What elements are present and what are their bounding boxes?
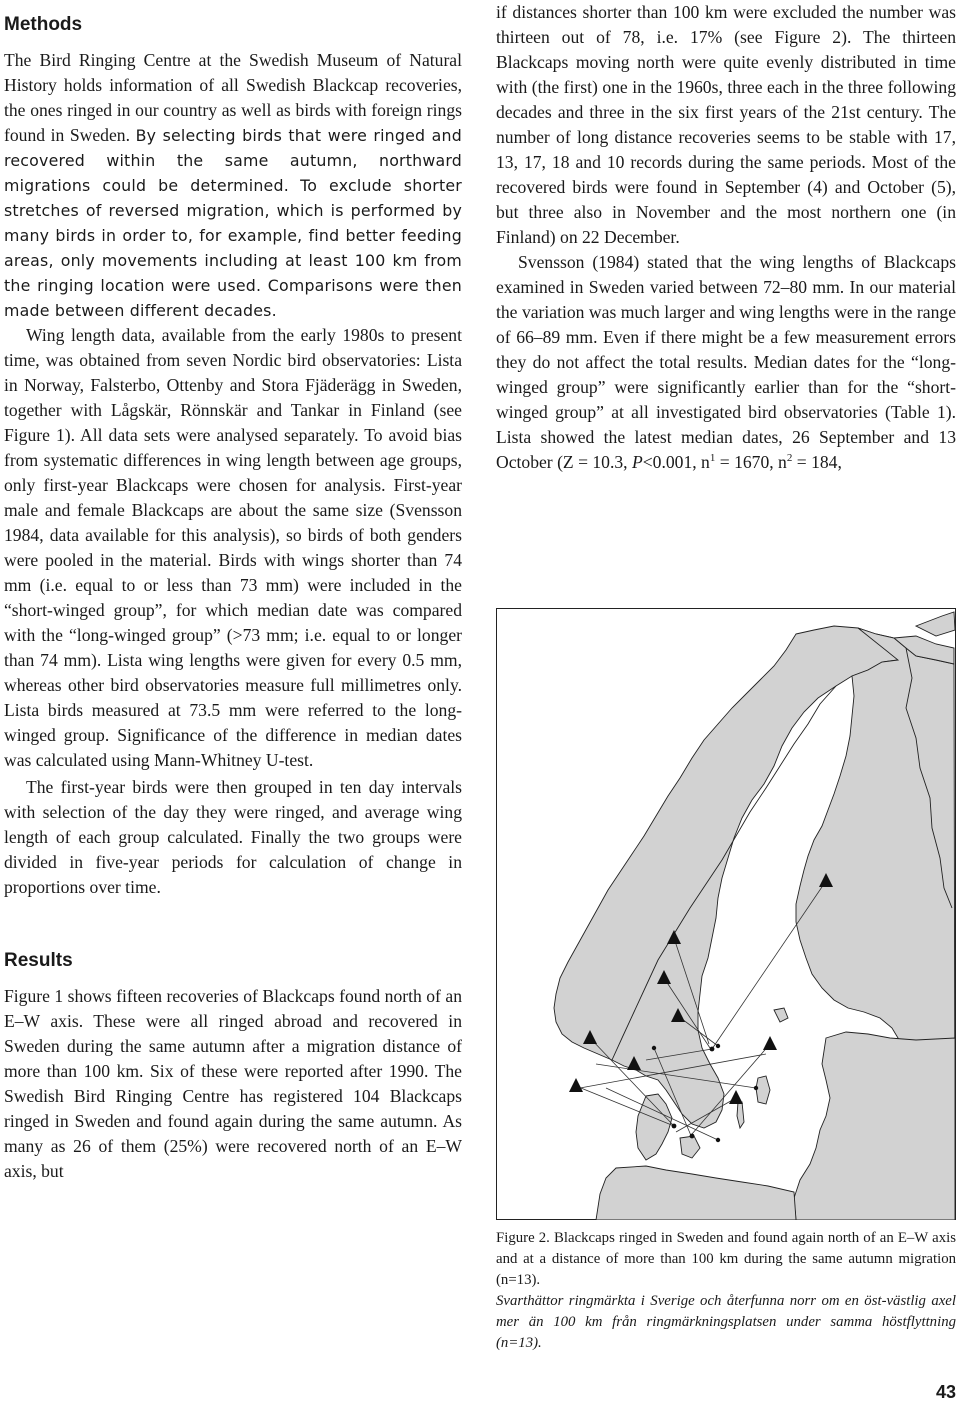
results-heading: Results bbox=[4, 950, 73, 971]
ringing-site-dot bbox=[690, 1134, 695, 1139]
n1-subscript: 1 bbox=[709, 452, 716, 465]
n1-value: = 1670, n bbox=[715, 452, 787, 472]
page-number: 43 bbox=[935, 1382, 956, 1402]
methods-paragraph-1 bbox=[4, 48, 462, 323]
ringing-site-dot bbox=[652, 1046, 656, 1050]
recovery-map bbox=[496, 608, 956, 1220]
methods-paragraph-1a: The Bird Ringing Centre at the Swedish Museum of Natural History holds information of all Swedish Blackcap recoveries, the ones ringed in our country as well as birds with foreign rings found in Sweden. bbox=[4, 50, 462, 145]
p-value-text: <0.001, n bbox=[642, 452, 710, 472]
results-paragraph-2-text: Svensson (1984) stated that the wing lengths of Blackcaps examined in Sweden varied between 72–80 mm. In our material the variation was much larger and wing lengths were in the range of 66–89 mm. Even if there might be a few measurement errors they do not affect the total results. Median dates for the “long-winged group” were significantly earlier than for the “short-winged group” at all investigated bird observatories (Table 1). Lista showed the latest median dates, 26 September and 13 October (Z = 10.3, bbox=[496, 252, 956, 472]
methods-paragraph-3: The first-year birds were then grouped in ten day intervals with selection of the day they were ringed, and average wing length of each group calculated. Finally the two groups were divided in five-year periods for calculation of change in proportions over time. bbox=[4, 777, 462, 897]
ringing-site-dot bbox=[672, 1124, 677, 1129]
caption-swedish: Svarthättor ringmärkta i Sverige och återfunna norr om en öst-västlig axel mer än 100 km från ringmärkningsplatsen under samma höstflyttning (n=13). bbox=[496, 1293, 956, 1351]
methods-paragraph-1b: By selecting birds that were ringed and recovered within the same autumn, northward migrations could be determined. bbox=[4, 126, 462, 195]
ringing-site-dot bbox=[716, 1044, 720, 1048]
n2-value: = 184, bbox=[792, 452, 842, 472]
results-paragraph-continued: if distances shorter than 100 km were excluded the number was thirteen out of 78, i.e. 17% (see Figure 2). The thirteen Blackcaps moving north were quite evenly distributed in time with (the first) one in the 1960s, three each in the three following decades and three in the six first years of the 21st century. The number of long distance recoveries seems to be stable with 17, 13, 17, 18 and 10 records during the same periods. Most of the recovered birds were found in September (4) and October (5), but three also in November and the most northern one (in Finland) on 22 December. bbox=[496, 2, 956, 247]
methods-paragraph-1c: To exclude shorter stretches of reversed migration, which is performed by many birds in order to, for example, find better feeding areas, only movements including at least 100 km from the ringing location were used. Comparisons were then made between different decades. bbox=[4, 176, 462, 320]
p-value-symbol: P bbox=[631, 452, 643, 472]
ringing-site-dot bbox=[716, 1138, 720, 1142]
right-column bbox=[496, 0, 956, 475]
results-paragraph-1: Figure 1 shows fifteen recoveries of Blackcaps found north of an E–W axis. These were all ringed abroad and recovered in Sweden during the same autumn after a migration distance of more than 100 km. Six of these were reported after 1990. The Swedish Bird Ringing Centre has registered 104 Blackcaps ringed in Sweden and found again during the same autumn. As many as 26 of them (25%) were recovered north of an E–W axis, but bbox=[4, 986, 462, 1181]
ringing-site-dot bbox=[710, 1047, 715, 1052]
left-column bbox=[4, 0, 462, 1184]
methods-paragraph-2: Wing length data, available from the early 1980s to present time, was obtained from seven Nordic bird observatories: Lista in Norway, Falsterbo, Ottenby and Stora Fjäderägg in Sweden, together with Lågskär, Rönnskär and Tankar in Finland (see Figure 1). All data sets were analysed separately. To avoid bias from systematic differences in wing length between age groups, only first-year Blackcaps were chosen for analysis. First-year male and female Blackcaps are about the same size (Svensson 1984, data available for this analysis), so birds of both genders were pooled in the material. Birds with wings shorter than 74 mm (i.e. equal to or less than 73 mm) were included in the “short-winged group”, for which median date was compared with the “long-winged group” (>73 mm; i.e. equal to or longer than 74 mm). Lista wing lengths were given for every 0.5 mm, whereas other bird observatories measure full millimetres only. Lista birds measured at 73.5 mm were referred to the long-winged group. Significance of the difference in median dates was calculated using Mann-Whitney U-test. bbox=[4, 325, 462, 770]
caption-english: Figure 2. Blackcaps ringed in Sweden and found again north of an E–W axis and at a distance of more than 100 km during the same autumn migration (n=13). bbox=[496, 1230, 956, 1288]
methods-heading: Methods bbox=[4, 14, 83, 35]
figure-caption bbox=[496, 1228, 956, 1354]
results-paragraph-2 bbox=[496, 250, 956, 475]
n2-subscript: 2 bbox=[786, 452, 793, 465]
ringing-site-dot bbox=[754, 1086, 758, 1090]
